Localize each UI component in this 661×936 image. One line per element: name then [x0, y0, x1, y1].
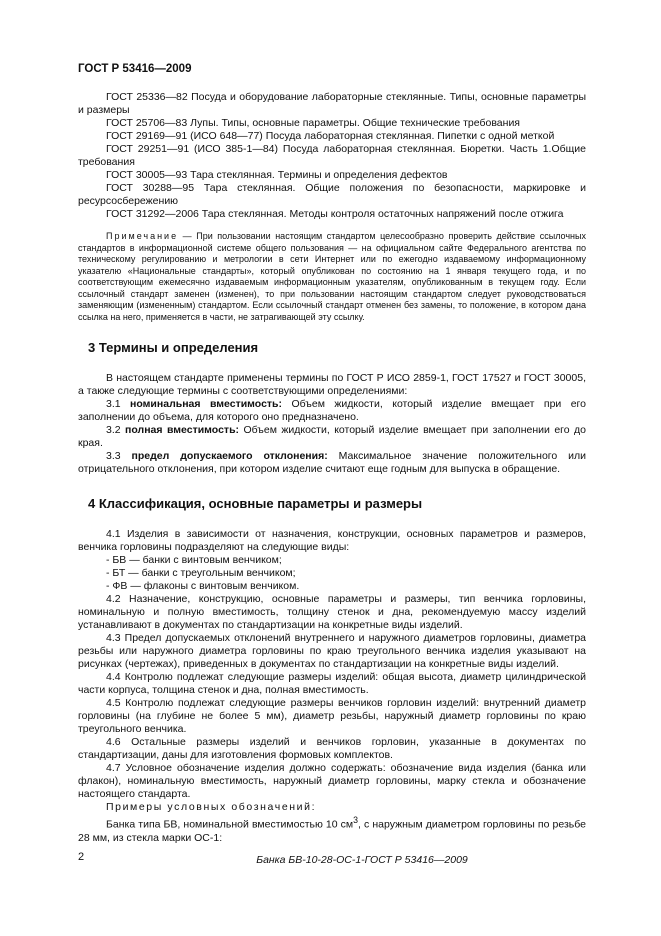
examples-label: Примеры условных обозначений:: [106, 801, 317, 813]
term-definition: Максимальное значение положительного или отрицательного отклонения, при котором изделие считают еще годным для выпуска в обращение.: [78, 450, 587, 475]
note-label: Примечание: [106, 231, 179, 241]
type-bv: - БВ — банки с винтовым венчиком;: [106, 554, 282, 566]
ref-gost-31292: ГОСТ 31292—2006 Тара стеклянная. Методы контроля остаточных напряжений после отжига: [106, 208, 564, 220]
term-name: предел допускаемого отклонения:: [131, 450, 328, 462]
example-designation: Банка БВ-10-28-ОС-1-ГОСТ Р 53416—2009: [256, 853, 468, 866]
term-3-2: [78, 424, 586, 450]
reference-note: [78, 231, 586, 323]
section-3-title: 3 Термины и определения: [88, 340, 259, 355]
term-number: 3.3: [106, 450, 132, 462]
page-number: 2: [78, 851, 85, 863]
example-text-end: , с наружным диаметром горловины по резьбе 28 мм, из стекла марки ОС-1:: [78, 818, 586, 844]
ref-gost-30005: ГОСТ 30005—93 Тара стеклянная. Термины и определения дефектов: [106, 169, 448, 181]
term-name: полная вместимость:: [125, 424, 240, 436]
example-description: [78, 814, 586, 845]
paragraph-4-2: 4.2 Назначение, конструкцию, основные параметры и размеры, тип венчика горловины, номинальную и полную вместимость, толщину стенок и дна, рекомендуемую массу изделий устанавливают в документах по стандартизации на конкретные виды изделий.: [78, 593, 586, 631]
ref-gost-30288: ГОСТ 30288—95 Тара стеклянная. Общие положения по безопасности, маркировке и ресурсосбережению: [78, 182, 586, 207]
example-text-start: Банка типа БВ, номинальной вместимостью 10 см: [106, 818, 354, 831]
term-definition: Объем жидкости, который изделие вмещает при заполнении его до края.: [78, 424, 587, 449]
ref-gost-29169: ГОСТ 29169—91 (ИСО 648—77) Посуда лабораторная стеклянная. Пипетки с одной меткой: [106, 130, 555, 142]
example-superscript: 3: [353, 815, 359, 825]
term-number: 3.1: [106, 398, 131, 410]
paragraph-4-6: 4.6 Остальные размеры изделий и венчиков горловин, указанные в документах по стандартизации, даны для изготовления формовых комплектов.: [78, 736, 586, 761]
paragraph-4-5: 4.5 Контролю подлежат следующие размеры венчиков горловин изделий: внутренний диаметр горловины (на глубине не более 5 мм), диаметр резьбы, наружный диаметр горловины по краю треугольного венчика.: [78, 697, 586, 735]
document-header: ГОСТ Р 53416—2009: [78, 63, 192, 75]
term-definition: Объем жидкости, который изделие вмещает при его заполнении до объема, для которого оно предназначено.: [78, 398, 586, 423]
term-3-3: [78, 450, 586, 476]
ref-gost-25336: ГОСТ 25336—82 Посуда и оборудование лабораторные стеклянные. Типы, основные параметры и размеры: [78, 91, 586, 116]
paragraph-4-4: 4.4 Контролю подлежат следующие размеры изделий: общая высота, диаметр цилиндрической части корпуса, толщина стенок и дна, полная вместимость.: [78, 671, 586, 696]
paragraph-4-7: 4.7 Условное обозначение изделия должно содержать: обозначение вида изделия (банка или флакон), номинальную вместимость, наружный диаметр горловины, марку стекла и обозначение настоящего стандарта.: [78, 762, 586, 800]
type-fv: - ФВ — флаконы с винтовым венчиком.: [106, 580, 300, 592]
paragraph-4-3: 4.3 Предел допускаемых отклонений внутреннего и наружного диаметров горловины, диаметра резьбы или наружного диаметра горловины по краю треугольного венчика изделия указывают на рисунках (чертежах), приведенных в документах по стандартизации на конкретные виды изделий.: [78, 632, 586, 670]
term-number: 3.2: [106, 424, 126, 436]
type-bt: - БТ — банки с треугольным венчиком;: [106, 567, 296, 579]
term-name: номинальная вместимость:: [130, 398, 283, 410]
ref-gost-25706: ГОСТ 25706—83 Лупы. Типы, основные параметры. Общие технические требования: [106, 117, 520, 129]
term-3-1: [78, 398, 586, 424]
section-3-intro: В настоящем стандарте применены термины по ГОСТ Р ИСО 2859-1, ГОСТ 17527 и ГОСТ 30005, а также следующие термины с соответствующими определениями:: [78, 372, 586, 397]
ref-gost-29251: ГОСТ 29251—91 (ИСО 385-1—84) Посуда лабораторная стеклянная. Бюретки. Часть 1.Общие требования: [78, 143, 586, 168]
section-4-title: 4 Классификация, основные параметры и размеры: [88, 496, 423, 511]
page-content: [78, 91, 586, 867]
paragraph-4-1: 4.1 Изделия в зависимости от назначения, конструкции, основных параметров и размеров, венчика горловины подразделяют на следующие виды:: [78, 528, 586, 553]
note-text: — При пользовании настоящим стандартом целесообразно проверить действие ссылочных стандартов в информационной системе общего пользования — на официальном сайте Федерального агентства по техническому регулированию и метрологии в сети Интернет или по ежегодно издаваемому информационному указателю «Национальные стандарты», который опубликован по состоянию на 1 января текущего года, и по соответствующим ежемесячно издаваемым информационным указателям, опубликованным в текущем году. Если ссылочный стандарт заменен (изменен), то при пользовании настоящим стандартом следует руководствоваться заменяющим (измененным) стандартом. Если ссылочный стандарт отменен без замены, то положение, в котором дана ссылка на него, применяется в части, не затрагивающей эту ссылку.: [78, 231, 586, 322]
